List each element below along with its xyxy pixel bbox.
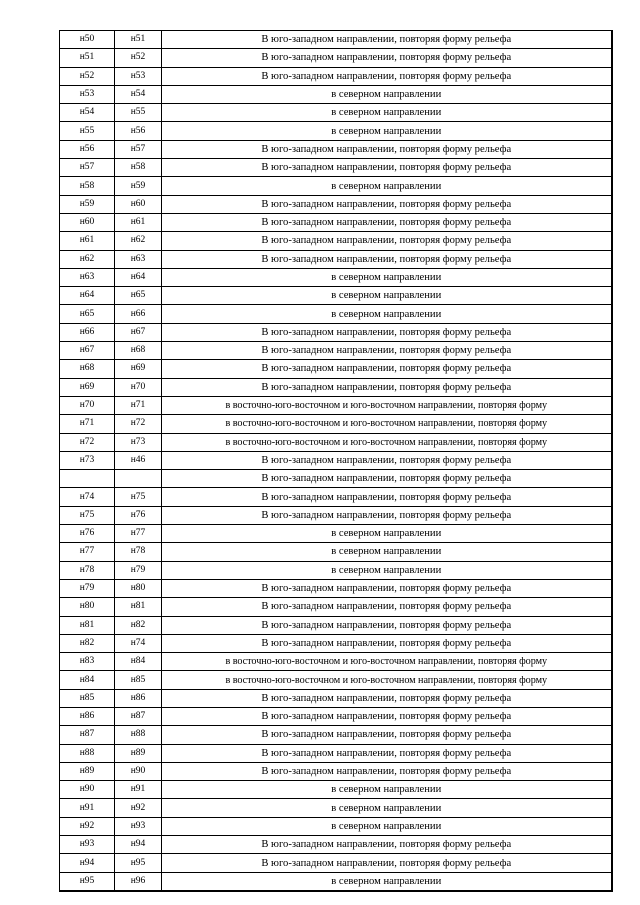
point-from-cell: н90 xyxy=(60,781,115,799)
point-to-cell: н82 xyxy=(115,616,162,634)
point-from-cell: н62 xyxy=(60,250,115,268)
boundary-description-cell: в северном направлении xyxy=(162,543,612,561)
point-to-cell: н51 xyxy=(115,31,162,49)
point-to-cell: н46 xyxy=(115,451,162,469)
boundary-description-cell: В юго-западном направлении, повторяя форму рельефа xyxy=(162,689,612,707)
point-to-cell: н68 xyxy=(115,342,162,360)
boundary-description-cell: в северном направлении xyxy=(162,561,612,579)
point-from-cell: н88 xyxy=(60,744,115,762)
table-row xyxy=(60,67,612,85)
point-from-cell: н51 xyxy=(60,49,115,67)
point-from-cell: н64 xyxy=(60,287,115,305)
point-from-cell: н93 xyxy=(60,836,115,854)
boundary-description-cell: В юго-западном направлении, повторяя форму рельефа xyxy=(162,598,612,616)
boundary-description-cell: в северном направлении xyxy=(162,817,612,835)
table-row xyxy=(60,159,612,177)
boundary-description-cell: В юго-западном направлении, повторяя форму рельефа xyxy=(162,854,612,872)
point-from-cell: н75 xyxy=(60,506,115,524)
boundary-description-cell: В юго-западном направлении, повторяя форму рельефа xyxy=(162,579,612,597)
boundary-description-cell: в восточно-юго-восточном и юго-восточном направлении, повторяя форму xyxy=(162,671,612,689)
point-from-cell: н74 xyxy=(60,488,115,506)
table-row xyxy=(60,287,612,305)
boundary-description-cell: В юго-западном направлении, повторяя форму рельефа xyxy=(162,762,612,780)
table-row xyxy=(60,268,612,286)
table-row xyxy=(60,250,612,268)
table-row xyxy=(60,451,612,469)
boundary-description-cell: в северном направлении xyxy=(162,799,612,817)
table-row xyxy=(60,744,612,762)
boundary-description-cell: в северном направлении xyxy=(162,85,612,103)
point-to-cell: н77 xyxy=(115,525,162,543)
boundary-description-cell: В юго-западном направлении, повторяя форму рельефа xyxy=(162,378,612,396)
table-row xyxy=(60,781,612,799)
point-from-cell xyxy=(60,470,115,488)
boundary-description-cell: В юго-западном направлении, повторяя форму рельефа xyxy=(162,49,612,67)
point-to-cell: н80 xyxy=(115,579,162,597)
point-to-cell: н96 xyxy=(115,872,162,891)
boundary-description-cell: В юго-западном направлении, повторяя форму рельефа xyxy=(162,140,612,158)
table-row xyxy=(60,872,612,891)
point-from-cell: н59 xyxy=(60,195,115,213)
point-from-cell: н50 xyxy=(60,31,115,49)
point-from-cell: н94 xyxy=(60,854,115,872)
point-to-cell: н85 xyxy=(115,671,162,689)
table-row xyxy=(60,525,612,543)
point-from-cell: н68 xyxy=(60,360,115,378)
point-to-cell: н61 xyxy=(115,213,162,231)
boundary-description-cell: В юго-западном направлении, повторяя форму рельефа xyxy=(162,67,612,85)
point-to-cell: н87 xyxy=(115,707,162,725)
point-to-cell: н63 xyxy=(115,250,162,268)
table-row xyxy=(60,598,612,616)
point-from-cell: н83 xyxy=(60,653,115,671)
point-to-cell: н54 xyxy=(115,85,162,103)
boundary-description-cell: В юго-западном направлении, повторяя форму рельефа xyxy=(162,488,612,506)
point-to-cell: н58 xyxy=(115,159,162,177)
table-row xyxy=(60,415,612,433)
point-from-cell: н57 xyxy=(60,159,115,177)
table-row xyxy=(60,616,612,634)
point-to-cell: н52 xyxy=(115,49,162,67)
point-to-cell: н72 xyxy=(115,415,162,433)
table-row xyxy=(60,653,612,671)
point-from-cell: н89 xyxy=(60,762,115,780)
point-from-cell: н81 xyxy=(60,616,115,634)
point-to-cell: н56 xyxy=(115,122,162,140)
point-to-cell: н75 xyxy=(115,488,162,506)
point-from-cell: н76 xyxy=(60,525,115,543)
point-to-cell: н86 xyxy=(115,689,162,707)
point-to-cell: н73 xyxy=(115,433,162,451)
point-from-cell: н63 xyxy=(60,268,115,286)
boundary-description-cell: в северном направлении xyxy=(162,781,612,799)
boundary-description-cell: В юго-западном направлении, повторяя форму рельефа xyxy=(162,634,612,652)
boundary-description-cell: в восточно-юго-восточном и юго-восточном направлении, повторяя форму xyxy=(162,653,612,671)
table-row xyxy=(60,634,612,652)
boundary-description-cell: В юго-западном направлении, повторяя форму рельефа xyxy=(162,744,612,762)
point-to-cell: н65 xyxy=(115,287,162,305)
point-to-cell: н62 xyxy=(115,232,162,250)
point-to-cell: н84 xyxy=(115,653,162,671)
point-from-cell: н56 xyxy=(60,140,115,158)
point-from-cell: н58 xyxy=(60,177,115,195)
point-to-cell: н57 xyxy=(115,140,162,158)
table-row xyxy=(60,360,612,378)
point-to-cell: н79 xyxy=(115,561,162,579)
boundary-description-cell: В юго-западном направлении, повторяя форму рельефа xyxy=(162,250,612,268)
boundary-description-cell: В юго-западном направлении, повторяя форму рельефа xyxy=(162,506,612,524)
point-from-cell: н69 xyxy=(60,378,115,396)
table-body xyxy=(60,31,612,891)
point-to-cell: н69 xyxy=(115,360,162,378)
point-from-cell: н80 xyxy=(60,598,115,616)
table-row xyxy=(60,396,612,414)
table-row xyxy=(60,213,612,231)
point-to-cell xyxy=(115,470,162,488)
point-from-cell: н73 xyxy=(60,451,115,469)
point-from-cell: н55 xyxy=(60,122,115,140)
point-to-cell: н76 xyxy=(115,506,162,524)
table-row xyxy=(60,726,612,744)
boundary-description-table xyxy=(59,30,613,892)
point-from-cell: н52 xyxy=(60,67,115,85)
boundary-description-cell: в северном направлении xyxy=(162,287,612,305)
point-from-cell: н61 xyxy=(60,232,115,250)
boundary-description-cell: в восточно-юго-восточном и юго-восточном направлении, повторяя форму xyxy=(162,396,612,414)
point-from-cell: н86 xyxy=(60,707,115,725)
table-row xyxy=(60,140,612,158)
point-to-cell: н92 xyxy=(115,799,162,817)
point-from-cell: н60 xyxy=(60,213,115,231)
point-to-cell: н60 xyxy=(115,195,162,213)
boundary-description-cell: В юго-западном направлении, повторяя форму рельефа xyxy=(162,451,612,469)
boundary-description-cell: в северном направлении xyxy=(162,122,612,140)
point-from-cell: н79 xyxy=(60,579,115,597)
boundary-description-cell: В юго-западном направлении, повторяя форму рельефа xyxy=(162,195,612,213)
point-to-cell: н93 xyxy=(115,817,162,835)
point-to-cell: н94 xyxy=(115,836,162,854)
point-to-cell: н90 xyxy=(115,762,162,780)
point-to-cell: н81 xyxy=(115,598,162,616)
boundary-description-cell: В юго-западном направлении, повторяя форму рельефа xyxy=(162,159,612,177)
point-to-cell: н78 xyxy=(115,543,162,561)
point-from-cell: н65 xyxy=(60,305,115,323)
boundary-description-cell: в северном направлении xyxy=(162,525,612,543)
table-row xyxy=(60,817,612,835)
table-row xyxy=(60,85,612,103)
table-row xyxy=(60,836,612,854)
table-row xyxy=(60,31,612,49)
point-from-cell: н54 xyxy=(60,104,115,122)
point-from-cell: н95 xyxy=(60,872,115,891)
table-row xyxy=(60,799,612,817)
point-to-cell: н74 xyxy=(115,634,162,652)
boundary-description-cell: в северном направлении xyxy=(162,268,612,286)
boundary-description-cell: в северном направлении xyxy=(162,104,612,122)
point-from-cell: н85 xyxy=(60,689,115,707)
boundary-description-cell: в северном направлении xyxy=(162,872,612,891)
boundary-description-cell: В юго-западном направлении, повторяя форму рельефа xyxy=(162,707,612,725)
point-from-cell: н66 xyxy=(60,323,115,341)
boundary-description-cell: В юго-западном направлении, повторяя форму рельефа xyxy=(162,616,612,634)
point-from-cell: н77 xyxy=(60,543,115,561)
boundary-description-cell: в северном направлении xyxy=(162,177,612,195)
table-row xyxy=(60,561,612,579)
point-to-cell: н66 xyxy=(115,305,162,323)
boundary-description-cell: в восточно-юго-восточном и юго-восточном направлении, повторяя форму xyxy=(162,415,612,433)
point-from-cell: н91 xyxy=(60,799,115,817)
point-to-cell: н89 xyxy=(115,744,162,762)
point-to-cell: н70 xyxy=(115,378,162,396)
table-row xyxy=(60,707,612,725)
table-row xyxy=(60,433,612,451)
table-row xyxy=(60,378,612,396)
table-row xyxy=(60,195,612,213)
point-from-cell: н72 xyxy=(60,433,115,451)
point-from-cell: н78 xyxy=(60,561,115,579)
table-row xyxy=(60,104,612,122)
table-row xyxy=(60,762,612,780)
point-to-cell: н67 xyxy=(115,323,162,341)
point-to-cell: н91 xyxy=(115,781,162,799)
boundary-description-cell: В юго-западном направлении, повторяя форму рельефа xyxy=(162,470,612,488)
boundary-description-cell: В юго-западном направлении, повторяя форму рельефа xyxy=(162,342,612,360)
table-row xyxy=(60,305,612,323)
point-from-cell: н84 xyxy=(60,671,115,689)
point-from-cell: н82 xyxy=(60,634,115,652)
point-from-cell: н53 xyxy=(60,85,115,103)
table-row xyxy=(60,488,612,506)
boundary-description-cell: В юго-западном направлении, повторяя форму рельефа xyxy=(162,836,612,854)
point-to-cell: н55 xyxy=(115,104,162,122)
table-row xyxy=(60,323,612,341)
boundary-description-cell: В юго-западном направлении, повторяя форму рельефа xyxy=(162,323,612,341)
point-to-cell: н53 xyxy=(115,67,162,85)
table-row xyxy=(60,177,612,195)
point-from-cell: н71 xyxy=(60,415,115,433)
point-to-cell: н71 xyxy=(115,396,162,414)
boundary-description-cell: в северном направлении xyxy=(162,305,612,323)
boundary-description-cell: В юго-западном направлении, повторяя форму рельефа xyxy=(162,31,612,49)
point-to-cell: н64 xyxy=(115,268,162,286)
point-to-cell: н88 xyxy=(115,726,162,744)
table-row xyxy=(60,671,612,689)
table-row xyxy=(60,506,612,524)
point-from-cell: н87 xyxy=(60,726,115,744)
point-to-cell: н59 xyxy=(115,177,162,195)
point-from-cell: н70 xyxy=(60,396,115,414)
table-row xyxy=(60,579,612,597)
point-from-cell: н67 xyxy=(60,342,115,360)
boundary-description-cell: В юго-западном направлении, повторяя форму рельефа xyxy=(162,726,612,744)
boundary-description-cell: В юго-западном направлении, повторяя форму рельефа xyxy=(162,213,612,231)
table-row xyxy=(60,49,612,67)
table-row xyxy=(60,122,612,140)
boundary-description-cell: В юго-западном направлении, повторяя форму рельефа xyxy=(162,232,612,250)
point-from-cell: н92 xyxy=(60,817,115,835)
table-row xyxy=(60,543,612,561)
boundary-description-cell: В юго-западном направлении, повторяя форму рельефа xyxy=(162,360,612,378)
table-row xyxy=(60,689,612,707)
table-row xyxy=(60,232,612,250)
table-row xyxy=(60,854,612,872)
point-to-cell: н95 xyxy=(115,854,162,872)
boundary-description-cell: в восточно-юго-восточном и юго-восточном направлении, повторяя форму xyxy=(162,433,612,451)
table-row xyxy=(60,342,612,360)
table-row xyxy=(60,470,612,488)
